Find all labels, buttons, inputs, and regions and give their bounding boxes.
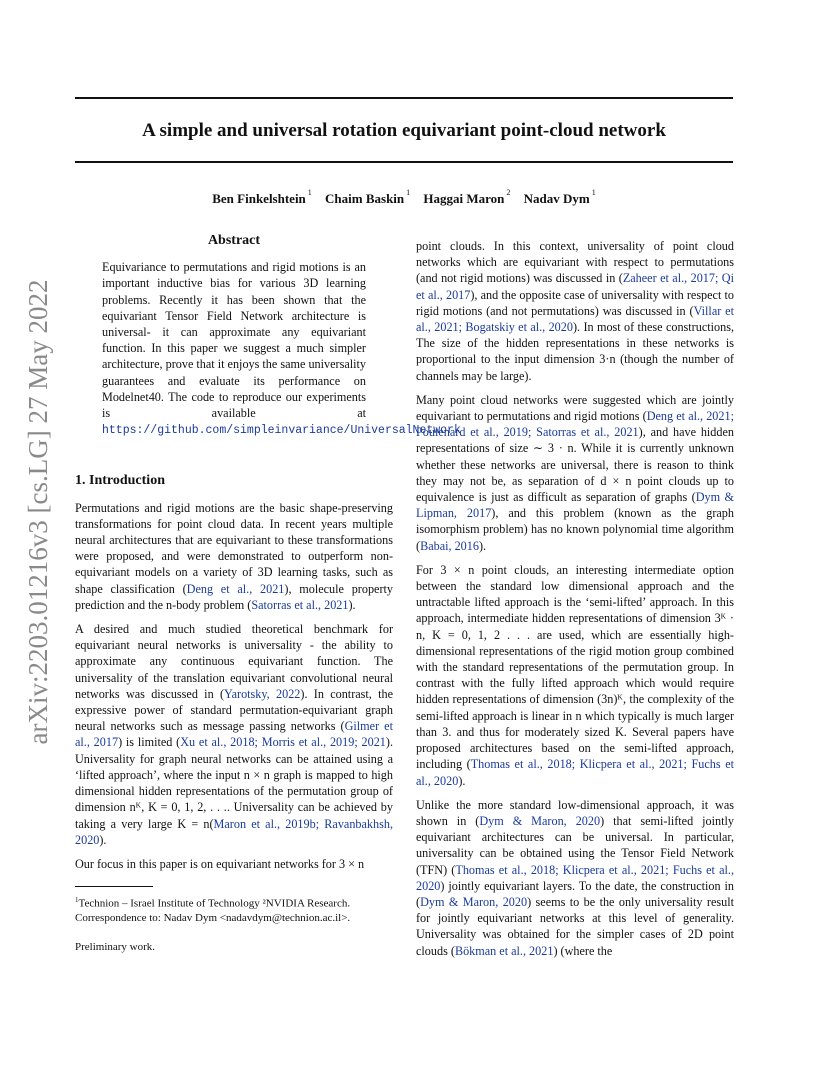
text: ) seems to be the only universality result for jointly equivariant networks at this level of generality. Universality was obtained for the simpler cases of 2D point clouds ( (416, 894, 734, 958)
author (523, 188, 596, 206)
text: ), molecule property prediction and the n-body problem ( (75, 581, 393, 612)
author (423, 188, 511, 206)
author-name: Nadav Dym (523, 191, 590, 206)
text: point clouds. In this context, universality of point cloud networks which are equivariant with respect to permutations (and not rigid motions) was discussed in ( (416, 239, 734, 286)
author-list (75, 188, 733, 207)
citation-link[interactable]: Yarotsky, 2022 (224, 686, 301, 701)
citation-link[interactable]: Xu et al., 2018; Morris et al., 2019; 2021 (180, 735, 386, 750)
citation-link[interactable]: Maron et al., 2019b; Ravanbakhsh, 2020 (75, 816, 393, 847)
text: ), and the opposite case of universality with respect to rigid motions (and not permutations) was discussed in ( (416, 287, 734, 318)
text: ), and have hidden representations of size ∼ 3 · n. While it is currently unknown whether these networks are universal, there is reason to think they may not be, as separation of d × n point clouds up to equivalence is just as difficult as separation of graphs ( (416, 425, 734, 505)
title-bottom-rule (75, 161, 733, 163)
section-heading-introduction: 1. Introduction (75, 473, 165, 489)
text: ). (99, 832, 107, 847)
affiliation-mark: 2 (506, 188, 511, 197)
text: ) that semi-lifted jointly equivariant architectures can be universal. In particular, universality can be obtained using the Tensor Field Network (TFN) ( (416, 813, 734, 877)
citation-link[interactable]: Thomas et al., 2018; Klicpera et al., 2021; Fuchs et al., 2020 (416, 757, 734, 788)
footnote-rule (75, 886, 153, 887)
citation-link[interactable]: Satorras et al., 2021 (251, 597, 349, 612)
citation-link[interactable]: Thomas et al., 2018; Klicpera et al., 2021; Fuchs et al., 2020 (416, 862, 734, 893)
text: Many point cloud networks were suggested which are jointly equivariant to permutations and rigid motions ( (416, 392, 734, 424)
text: ). In most of these constructions, The size of the hidden representations in these networks is proportional to the input dimension 3·n (though the number of channels may be large). (416, 320, 734, 383)
author-name: Chaim Baskin (325, 191, 405, 206)
arxiv-stamp: arXiv:2203.01216v3 [cs.LG] 27 May 2022 (23, 279, 53, 745)
text: For 3 × n point clouds, an interesting intermediate option between the standard low dimensional approach and the untractable lifted approach is the ‘semi-lifted’ approach. In this approach, intermediate hidden representations of dimension 3ᴷ · n, K = 0, 1, 2 . . . are used, which are essentially high-dimensional representations of the rigid motion group combined with the standard representations of the permutation group. In contrast with the fully lifted approach which would require hidden representations of dimension (3n)ᴷ, the complexity of the semi-lifted approach is linear in n which typically is much larger than 3. and thus for moderately sized K. Several papers have proposed architectures based on the semi-lifted approach, including ( (416, 562, 734, 772)
body-paragraph (416, 797, 734, 959)
affiliation-mark: 1 (307, 188, 312, 197)
preliminary-note: Preliminary work. (75, 940, 156, 953)
text: ) is limited ( (118, 735, 181, 750)
text: ). (458, 773, 466, 788)
abstract-text: Equivariance to permutations and rigid motions is an important inductive bias for various 3D learning problems. Recently it has been shown that the equivariant Tensor Field Network architecture is universal- it can approximate any equivariant function. In this paper we suggest a much simpler architecture, prove that it enjoys the same universality guarantees and evaluate its performance on Modelnet40. The code to reproduce our experiments is available at (102, 260, 366, 421)
right-column (416, 238, 734, 967)
code-link[interactable]: https://github.com/simpleinvariance/UniversalNetwork (102, 424, 461, 438)
citation-link[interactable]: Deng et al., 2021 (186, 581, 285, 596)
footnote (75, 893, 393, 925)
affiliation-mark: 1 (591, 188, 596, 197)
citation-link[interactable]: Deng et al., 2021; Poulenard et al., 2019; Satorras et al., 2021 (416, 409, 734, 440)
abstract-heading: Abstract (207, 233, 261, 248)
citation-link[interactable]: Villar et al., 2021; Bogatskiy et al., 2020 (416, 303, 734, 335)
author-name: Haggai Maron (423, 191, 505, 206)
paper-title: A simple and universal rotation equivariant point-cloud network (142, 120, 666, 141)
text: A desired and much studied theoretical benchmark for equivariant neural networks is universality - the ability to approximate any continuous equivariant function. The universality of the translation equivariant convolutional neural networks was discussed in ( (75, 622, 393, 701)
text: ). Universality for graph neural networks can be attained using a ‘lifted approach’, where the input n × n graph is mapped to high dimensional hidden representations of the permutation group of dimension nᴷ, K = 0, 1, 2, . . .. Universality can be achieved by taking a very large K = n( (75, 735, 393, 831)
abstract-body (102, 259, 461, 439)
footnote-text: Technion – Israel Institute of Technology ²NVIDIA Research. Correspondence to: Nadav Dym <nadavdym@technion.ac.il>. (75, 897, 351, 924)
author (325, 188, 411, 206)
citation-link[interactable]: Dym & Maron, 2020 (479, 813, 601, 828)
citation-link[interactable]: Dym & Lipman, 2017 (416, 490, 734, 521)
text: ). (348, 597, 356, 612)
citation-link[interactable]: Gilmer et al., 2017 (75, 719, 393, 750)
text: ). (478, 538, 487, 553)
intro-paragraph: Our focus in this paper is on equivariant networks for 3 × n (75, 856, 365, 871)
top-rule (75, 97, 733, 99)
author (212, 188, 312, 206)
body-paragraph (416, 238, 734, 384)
affiliation-mark: 1 (406, 188, 411, 197)
text: ). In contrast, the expressive power of standard permutation-equivariant graph neural networks such as message passing networks ( (75, 686, 394, 734)
text: ) jointly equivariant layers. To the date, the construction in ( (416, 878, 734, 909)
intro-paragraph (75, 621, 393, 848)
text: ) (where the (553, 943, 613, 958)
text: Permutations and rigid motions are the basic shape-preserving transformations for point cloud data. In recent years multiple neural architectures that are equivariant to these transformations were proposed, and were demonstrated to outperform non-equivariant models on a variety of 3D learning tasks, such as shape classification ( (75, 500, 393, 596)
citation-link[interactable]: Bökman et al., 2021 (454, 943, 554, 958)
footnote-mark: 1 (75, 896, 79, 905)
citation-link[interactable]: Babai, 2016 (420, 538, 479, 553)
citation-link[interactable]: Dym & Maron, 2020 (420, 894, 528, 909)
intro-paragraph (75, 500, 393, 613)
citation-link[interactable]: Zaheer et al., 2017; Qi et al., 2017 (416, 271, 734, 302)
author-name: Ben Finkelshtein (212, 191, 306, 206)
body-paragraph (416, 562, 734, 789)
text: Unlike the more standard low-dimensional approach, it was shown in ( (416, 797, 734, 828)
text: ), and this problem (known as the graph isomorphism problem) has no known polynomial time algorithm ( (416, 506, 734, 553)
body-paragraph (416, 392, 734, 554)
